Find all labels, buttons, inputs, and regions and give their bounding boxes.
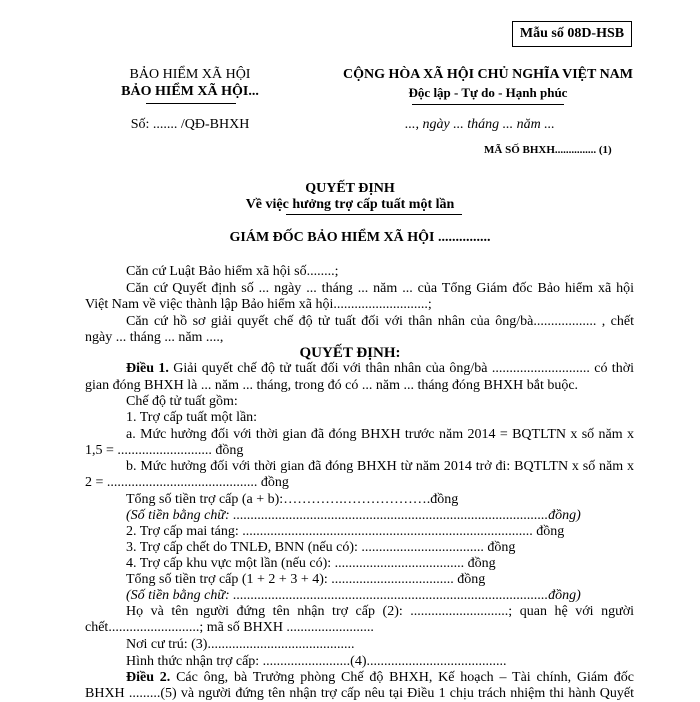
- basis-decision-line1: Căn cứ Quyết định số ... ngày ... tháng ... năm ... của Tổng Giám đốc Bảo hiểm xã hội: [126, 281, 634, 296]
- decision-heading: QUYẾT ĐỊNH:: [299, 345, 401, 361]
- article1-line1-text: Giải quyết chế độ tử tuất đối với thân nhân của ông/bà ............................ có thời: [173, 361, 634, 376]
- article1-item1b-line1: b. Mức hưởng đối với thời gian đã đóng BHXH từ năm 2014 trở đi: BQTLTN x số năm x: [126, 459, 634, 474]
- document-title: QUYẾT ĐỊNH: [305, 181, 395, 196]
- basis-decision-line2: Việt Nam về việc thành lập Bảo hiểm xã hội...........................;: [85, 297, 432, 312]
- article1-amount-in-words-2: (Số tiền bằng chữ: ..........................................................................................đồng): [126, 588, 581, 603]
- social-insurance-code: MÃ SỐ BHXH............... (1): [484, 144, 612, 156]
- article2-line1: [126, 670, 634, 686]
- article2-line2: BHXH .........(5) và người đứng tên nhận trợ cấp nêu tại Điều 1 chịu trách nhiệm thi hành Quyết: [85, 686, 634, 701]
- article1-receive-method: Hình thức nhận trợ cấp: .........................(4)........................................: [126, 654, 507, 669]
- basis-dossier-line2: ngày ... tháng ... năm ....,: [85, 330, 224, 345]
- article1-recipient-line2: chết..........................; mã số BHXH .........................: [85, 620, 374, 635]
- basis-law: Căn cứ Luật Bảo hiểm xã hội số........;: [126, 264, 339, 279]
- article1-item1: 1. Trợ cấp tuất một lần:: [126, 410, 258, 425]
- document-number: Số: ....... /QĐ-BHXH: [130, 117, 250, 132]
- article1-benefits-intro: Chế độ tử tuất gồm:: [126, 394, 238, 409]
- article1-line1: [126, 361, 634, 377]
- agency-underline: [146, 103, 236, 104]
- article1-item1a-line1: a. Mức hưởng đối với thời gian đã đóng BHXH trước năm 2014 = BQTLTN x số năm x: [126, 427, 634, 442]
- article1-total-all: Tổng số tiền trợ cấp (1 + 2 + 3 + 4): ................................... đồng: [126, 572, 486, 587]
- article1-item1b-line2: 2 = ........................................... đồng: [85, 475, 289, 490]
- article1-amount-in-words-1: (Số tiền bằng chữ: ..........................................................................................đồng): [126, 508, 581, 523]
- agency-line2: BẢO HIỂM XÃ HỘI...: [121, 84, 259, 99]
- issuer-title: GIÁM ĐỐC BẢO HIỂM XÃ HỘI ...............: [229, 230, 491, 245]
- form-code-box: [512, 21, 632, 47]
- article2-line1-text: Các ông, bà Trưởng phòng Chế độ BHXH, Kế hoạch – Tài chính, Giám đốc: [176, 670, 634, 685]
- article1-item4: 4. Trợ cấp khu vực một lần (nếu có): ..................................... đồng: [126, 556, 496, 571]
- article1-recipient-line1: Họ và tên người đứng tên nhận trợ cấp (2): ............................; quan hệ với người: [126, 604, 634, 619]
- article1-total-ab: Tổng số tiền trợ cấp (a + b):………….……………….đồng: [126, 492, 459, 507]
- motto-underline: [412, 104, 564, 105]
- article1-item2: 2. Trợ cấp mai táng: ................................................................................... đồng: [126, 524, 565, 539]
- country-name: CỘNG HÒA XÃ HỘI CHỦ NGHĨA VIỆT NAM: [342, 67, 633, 82]
- subtitle-underline: [286, 214, 462, 215]
- document-subtitle: Về việc hưởng trợ cấp tuất một lần: [245, 197, 455, 212]
- country-motto: Độc lập - Tự do - Hạnh phúc: [408, 85, 568, 100]
- article1-item3: 3. Trợ cấp chết do TNLĐ, BNN (nếu có): ................................... đồng: [126, 540, 516, 555]
- date-line: ..., ngày ... tháng ... năm ...: [405, 117, 555, 132]
- article1-label: Điều 1.: [126, 361, 169, 376]
- form-code: Mẫu số 08D-HSB: [519, 26, 625, 41]
- agency-line1: BẢO HIỂM XÃ HỘI: [129, 67, 251, 82]
- basis-dossier-line1: Căn cứ hồ sơ giải quyết chế độ tử tuất đối với thân nhân của ông/bà.................. , chết: [126, 314, 634, 329]
- article1-item1a-line2: 1,5 = ........................... đồng: [85, 443, 244, 458]
- article1-residence: Nơi cư trú: (3)..........................................: [126, 637, 355, 652]
- article2-label: Điều 2.: [126, 670, 171, 685]
- article1-line2: gian đóng BHXH là ... năm ... tháng, trong đó có ... năm ... tháng đóng BHXH bắt buộc.: [85, 378, 579, 393]
